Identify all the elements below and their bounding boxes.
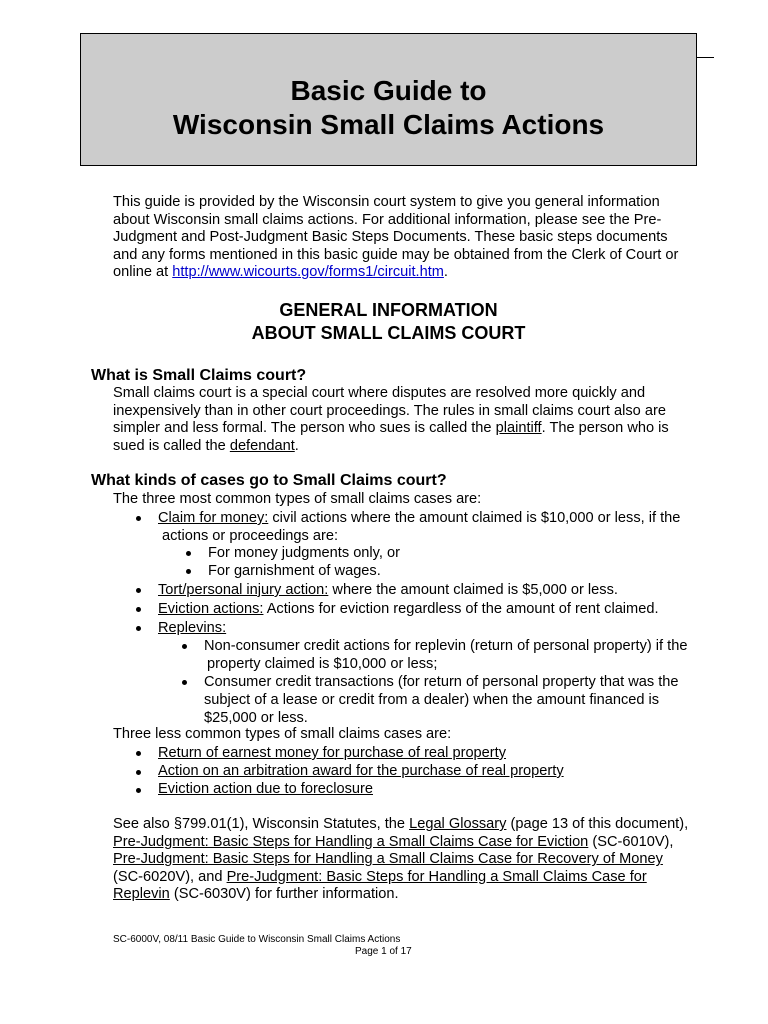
intro-line: about Wisconsin small claims actions. For additional information, please see the Pre- xyxy=(113,211,662,228)
intro-paragraph xyxy=(113,194,713,282)
less-common-intro: Three less common types of small claims cases are: xyxy=(113,726,452,742)
bullet-icon xyxy=(182,644,187,649)
money-doc-link[interactable]: Pre-Judgment: Basic Steps for Handling a Small Claims Case for Recovery of Money xyxy=(113,851,663,868)
replevin-sub-item: Consumer credit transactions (for return of personal property that was the xyxy=(204,674,679,690)
claim-sub-item: For money judgments only, or xyxy=(208,545,400,561)
replevin-sub-cont: $25,000 or less. xyxy=(204,710,308,726)
tort-item: Tort/personal injury action: where the amount claimed is $5,000 or less. xyxy=(158,582,618,598)
replevin-sub-item: Non-consumer credit actions for replevin (return of personal property) if the xyxy=(204,638,688,654)
bullet-icon xyxy=(136,588,141,593)
general-info-heading-1: GENERAL INFORMATION xyxy=(279,300,498,320)
what-is-heading: What is Small Claims court? xyxy=(91,367,307,384)
paragraph-line xyxy=(113,851,733,869)
paragraph-line: Replevin (SC-6030V) for further information. xyxy=(113,886,399,903)
less-common-item: Return of earnest money for purchase of real property xyxy=(158,745,506,761)
defendant-term: defendant xyxy=(229,437,295,454)
replevins-item: Replevins: xyxy=(158,620,227,636)
claim-label: Claim for money: xyxy=(158,510,269,526)
bullet-icon xyxy=(136,516,141,521)
replevin-sub-cont: property claimed is $10,000 or less; xyxy=(207,656,438,672)
eviction-item: Eviction actions: Actions for eviction regardless of the amount of rent claimed. xyxy=(158,601,659,617)
bullet-icon xyxy=(136,607,141,612)
bullet-icon xyxy=(136,751,141,756)
forms-url-link[interactable]: http://www.wicourts.gov/forms1/circuit.htm xyxy=(172,264,444,281)
title-box xyxy=(80,33,697,166)
bullet-icon xyxy=(136,626,141,631)
bullet-icon xyxy=(136,770,141,775)
paragraph-line: inexpensively than in other court proceedings. The rules in small claims court also are xyxy=(113,402,666,419)
what-is-paragraph xyxy=(113,385,713,455)
title-line-2: Wisconsin Small Claims Actions xyxy=(172,109,605,140)
footer-page-number: Page 1 of 17 xyxy=(355,946,412,957)
intro-line: and any forms mentioned in this basic guide may be obtained from the Clerk of Court or xyxy=(113,246,679,263)
paragraph-line: sued is called the defendant. xyxy=(113,437,299,454)
replevin-doc-link-cont[interactable]: Replevin xyxy=(113,886,170,903)
corner-mark xyxy=(697,57,714,58)
intro-line: This guide is provided by the Wisconsin court system to give you general information xyxy=(113,194,660,210)
claim-for-money-cont: actions or proceedings are: xyxy=(162,528,339,544)
paragraph-line: simpler and less formal. The person who sues is called the plaintiff. The person who is xyxy=(113,420,669,437)
intro-line: online at http://www.wicourts.gov/forms1/circuit.htm. xyxy=(113,264,448,281)
plaintiff-term: plaintiff xyxy=(495,420,542,437)
bullet-icon xyxy=(182,680,187,685)
paragraph-line: Small claims court is a special court where disputes are resolved more quickly and xyxy=(113,385,646,401)
bullet-icon xyxy=(186,569,191,574)
replevin-sub-cont: subject of a lease or credit from a dealer) when the amount financed is xyxy=(204,692,660,708)
footer-form-id: SC-6000V, 08/11 Basic Guide to Wisconsin Small Claims Actions xyxy=(113,934,401,945)
replevin-doc-link[interactable]: Pre-Judgment: Basic Steps for Handling a Small Claims Case for xyxy=(226,868,647,885)
paragraph-line: See also §799.01(1), Wisconsin Statutes, the Legal Glossary (page 13 of this document), xyxy=(113,816,689,832)
bullet-icon xyxy=(186,551,191,556)
title-line-1: Basic Guide to xyxy=(290,75,487,106)
bullet-icon xyxy=(136,788,141,793)
see-also-paragraph xyxy=(113,816,733,904)
claim-sub-item: For garnishment of wages. xyxy=(208,563,381,579)
general-info-heading-2: ABOUT SMALL CLAIMS COURT xyxy=(251,323,526,343)
eviction-doc-link[interactable]: Pre-Judgment: Basic Steps for Handling a Small Claims Case for Eviction xyxy=(113,833,589,850)
paragraph-line: (SC-6020V), and Pre-Judgment: Basic Steps for Handling a Small Claims Case for xyxy=(113,868,647,885)
claim-for-money-item: Claim for money: civil actions where the amount claimed is $10,000 or less, if the xyxy=(158,510,681,526)
kinds-heading: What kinds of cases go to Small Claims court? xyxy=(91,472,447,489)
kinds-intro: The three most common types of small claims cases are: xyxy=(113,491,482,507)
less-common-item: Eviction action due to foreclosure xyxy=(158,781,373,797)
paragraph-line: Pre-Judgment: Basic Steps for Handling a Small Claims Case for Eviction (SC-6010V), xyxy=(113,833,674,850)
legal-glossary-link[interactable]: Legal Glossary xyxy=(409,816,507,832)
less-common-item: Action on an arbitration award for the purchase of real property xyxy=(158,763,564,779)
intro-line: Judgment and Post-Judgment Basic Steps Documents. These basic steps documents xyxy=(113,229,668,246)
